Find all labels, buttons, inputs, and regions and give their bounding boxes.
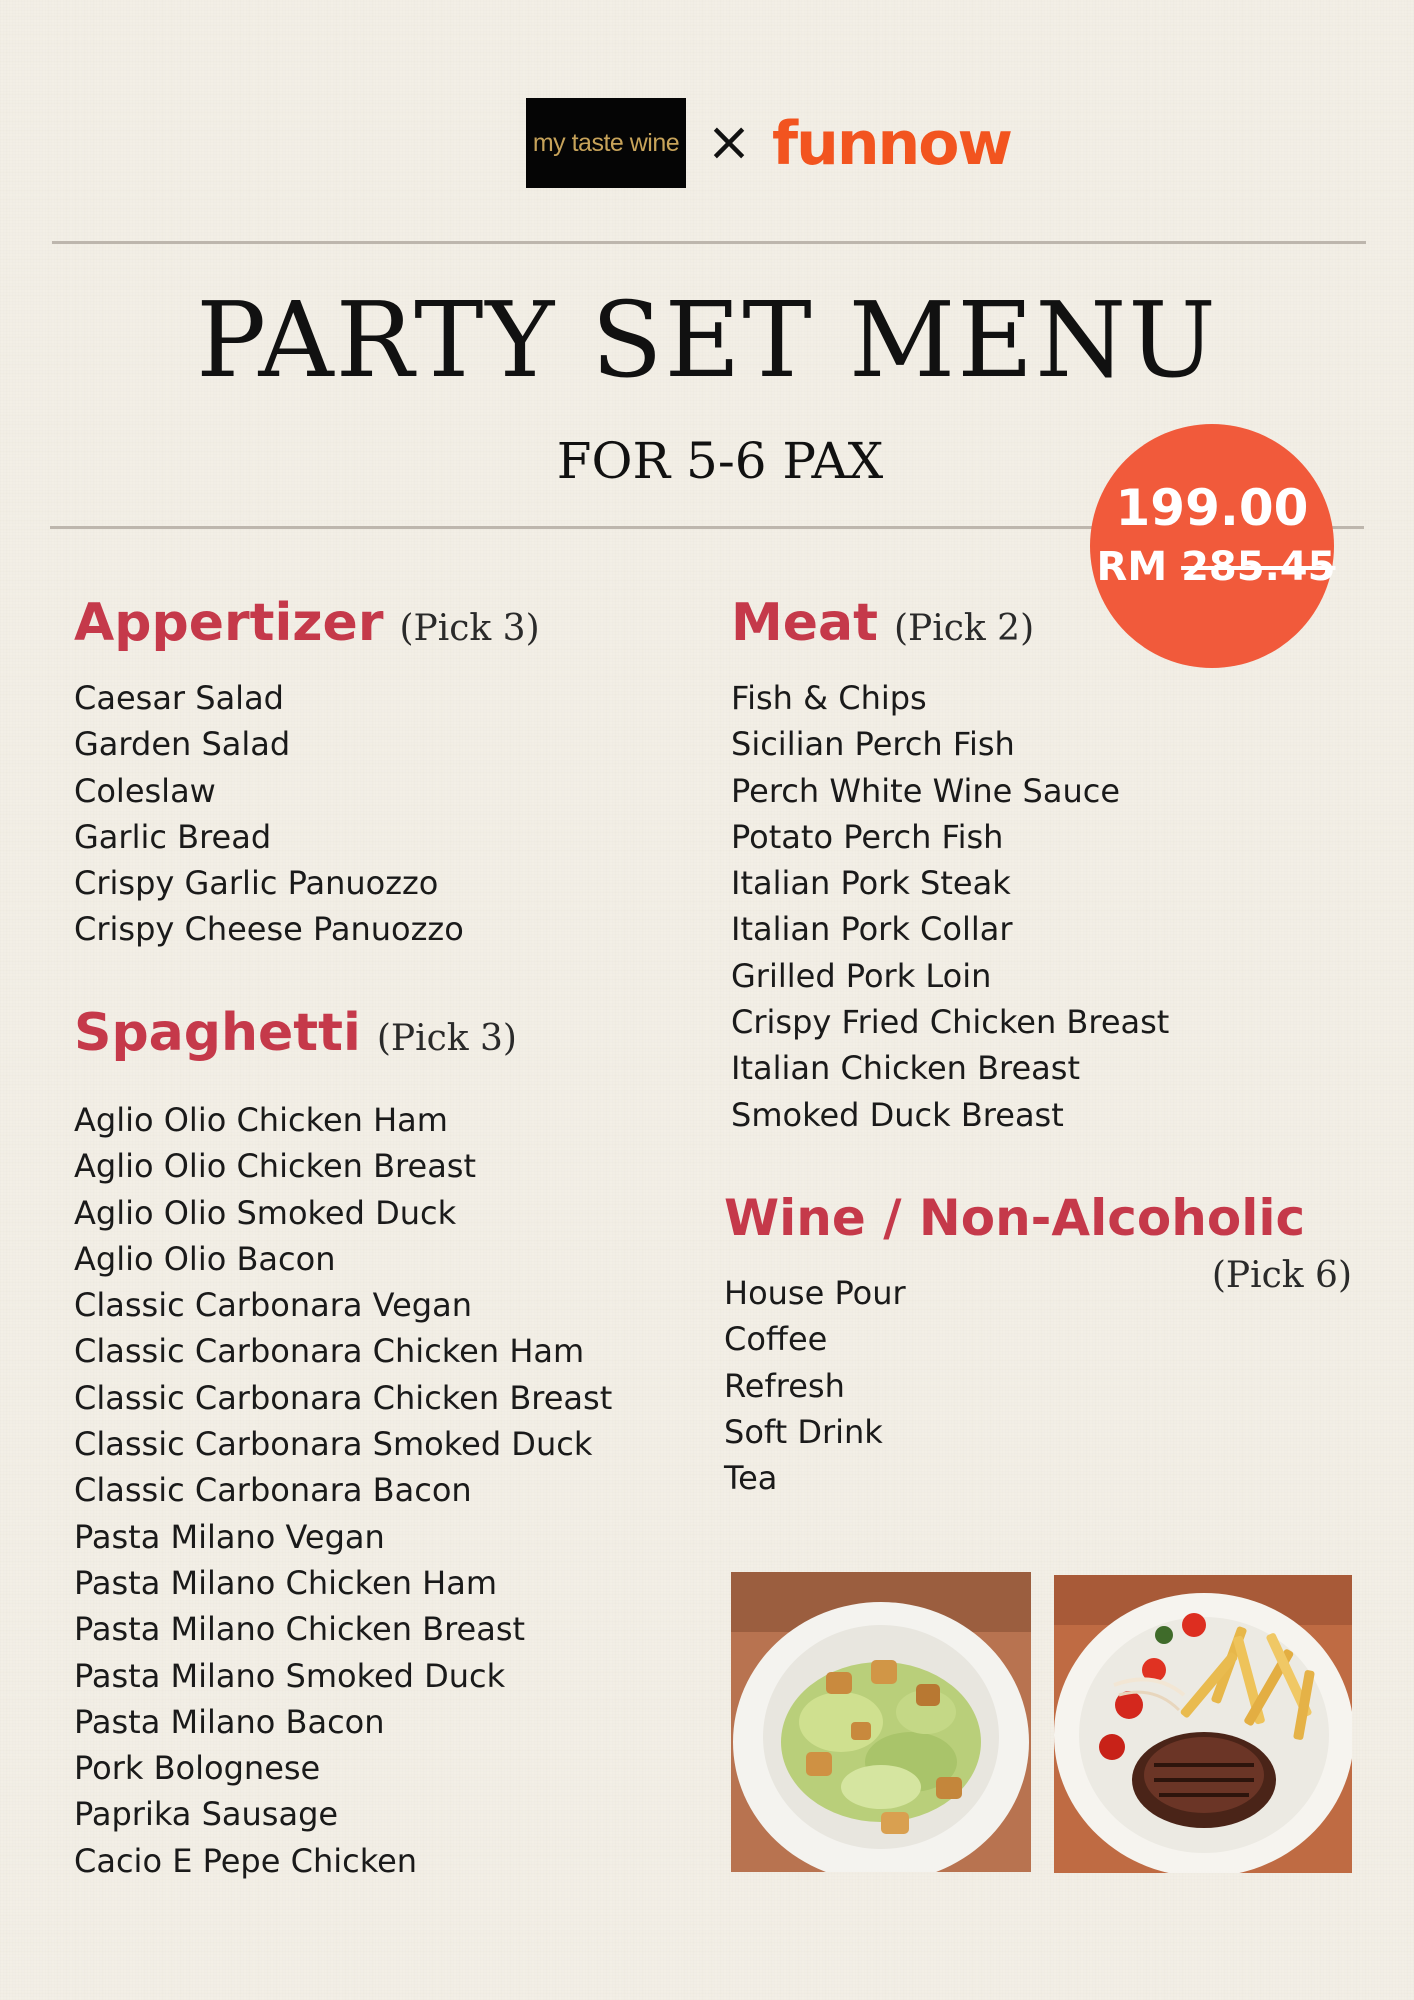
page-title: PARTY SET MENU	[196, 279, 1218, 401]
spaghetti-heading	[74, 1000, 517, 1072]
list-item: Coleslaw	[74, 771, 216, 810]
brand-left-text: my taste wine	[532, 128, 680, 157]
list-item: Soft Drink	[724, 1412, 883, 1451]
spaghetti-title: Spaghetti	[74, 1003, 361, 1063]
list-item: Pasta Milano Vegan	[74, 1517, 385, 1556]
meat-heading	[731, 590, 1034, 662]
list-item: Italian Pork Collar	[731, 910, 1013, 949]
list-item: Pasta Milano Smoked Duck	[74, 1656, 506, 1695]
meat-list	[731, 675, 1169, 1138]
my-taste-wine-logo	[526, 98, 686, 188]
spaghetti-pick: (Pick 3)	[376, 1018, 517, 1059]
list-item: Tea	[724, 1459, 778, 1498]
currency-label: RM	[1096, 544, 1168, 590]
drinks-pick: (Pick 6)	[1211, 1255, 1352, 1296]
list-item: Aglio Olio Chicken Breast	[74, 1147, 477, 1186]
list-item: Aglio Olio Smoked Duck	[74, 1193, 457, 1232]
list-item: Italian Chicken Breast	[731, 1049, 1080, 1088]
list-item: Cacio E Pepe Chicken	[74, 1841, 418, 1880]
drinks-heading	[724, 1185, 1305, 1251]
list-item: Paprika Sausage	[74, 1795, 339, 1834]
list-item: Crispy Fried Chicken Breast	[731, 1003, 1170, 1042]
caesar-salad-photo	[731, 1572, 1031, 1872]
list-item: Smoked Duck Breast	[731, 1095, 1064, 1134]
list-item: Refresh	[724, 1366, 845, 1405]
meat-pick: (Pick 2)	[893, 608, 1035, 649]
page-subtitle: FOR 5-6 PAX	[556, 432, 884, 490]
list-item: Coffee	[724, 1320, 828, 1359]
funnow-logo: funnow	[772, 109, 1011, 179]
appetizer-pick: (Pick 3)	[399, 608, 540, 649]
list-item: Sicilian Perch Fish	[731, 725, 1015, 764]
list-item: Classic Carbonara Vegan	[74, 1286, 472, 1325]
list-item: Caesar Salad	[74, 679, 284, 717]
list-item: Grilled Pork Loin	[731, 956, 992, 995]
list-item: Fish & Chips	[731, 679, 927, 717]
appetizer-heading	[74, 590, 540, 662]
list-item: Garlic Bread	[74, 817, 272, 856]
original-price: 285.45	[1181, 544, 1336, 590]
list-item: Classic Carbonara Bacon	[74, 1471, 472, 1510]
list-item: Crispy Garlic Panuozzo	[74, 864, 439, 903]
pork-steak-photo	[1054, 1575, 1352, 1873]
list-item: Pasta Milano Chicken Ham	[74, 1563, 497, 1602]
list-item: Pasta Milano Chicken Breast	[74, 1610, 526, 1649]
list-item: Perch White Wine Sauce	[731, 771, 1121, 810]
spaghetti-list	[74, 1097, 612, 1884]
list-item: Classic Carbonara Chicken Breast	[74, 1378, 613, 1417]
appetizer-list	[74, 675, 464, 953]
list-item: Crispy Cheese Panuozzo	[74, 910, 464, 949]
drinks-title: Wine / Non-Alcoholic	[724, 1189, 1306, 1247]
current-price: 199.00	[1115, 479, 1309, 537]
original-price-line	[1096, 542, 1336, 592]
list-item: Classic Carbonara Smoked Duck	[74, 1425, 593, 1464]
collab-x-icon: ×	[706, 110, 752, 173]
list-item: Pasta Milano Bacon	[74, 1702, 385, 1741]
top-divider	[52, 241, 1366, 244]
list-item: Aglio Olio Chicken Ham	[74, 1101, 448, 1139]
drinks-list	[724, 1270, 906, 1501]
list-item: Italian Pork Steak	[731, 864, 1011, 903]
list-item: Garden Salad	[74, 725, 291, 764]
appetizer-title: Appertizer	[74, 593, 384, 653]
list-item: Aglio Olio Bacon	[74, 1239, 336, 1278]
list-item: Classic Carbonara Chicken Ham	[74, 1332, 585, 1371]
price-badge	[1090, 424, 1334, 668]
list-item: House Pour	[724, 1274, 906, 1312]
list-item: Pork Bolognese	[74, 1749, 321, 1788]
meat-title: Meat	[731, 593, 878, 653]
list-item: Potato Perch Fish	[731, 817, 1004, 856]
